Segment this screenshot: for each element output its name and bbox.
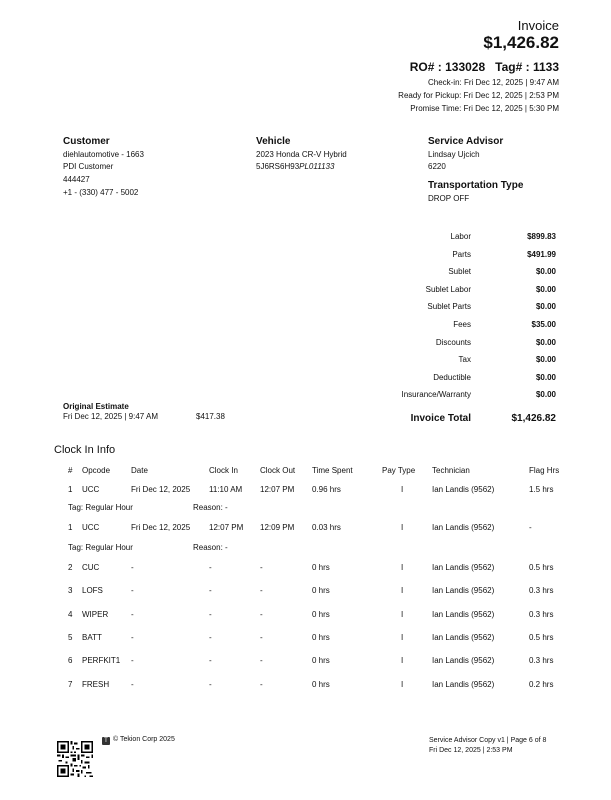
row-clock-out: - [260,610,263,619]
promise-time: Promise Time: Fri Dec 12, 2025 | 5:30 PM [410,104,559,113]
row-num: 2 [68,563,73,572]
total-row-sublet [380,267,558,285]
row-clock-out: 12:09 PM [260,523,295,532]
row-date: - [131,633,134,642]
row-clock-in: - [209,586,212,595]
row-date: Fri Dec 12, 2025 [131,523,191,532]
row-reason: Reason: - [193,543,228,552]
customer-phone: +1 - (330) 477 - 5002 [63,188,139,197]
row-opcode: UCC [82,485,100,494]
vehicle-heading: Vehicle [256,136,291,147]
total-label: Insurance/Warranty [401,390,471,400]
row-num: 1 [68,485,73,494]
footer-copyright: © Tekion Corp 2025 [113,736,175,743]
row-pay-type: I [401,610,404,619]
total-value: $0.00 [535,390,556,400]
total-value: $491.99 [527,249,556,259]
advisor-name: Lindsay Ujcich [428,150,480,159]
transport-type: DROP OFF [428,194,470,203]
row-date: - [131,610,134,619]
total-value: $0.00 [535,355,556,365]
row-date: - [131,656,134,665]
ro-number: RO# : 133028 [409,60,486,74]
total-label: Sublet Parts [427,302,471,312]
row-time-spent: 0 hrs [312,633,330,642]
vehicle-vin [256,161,347,173]
vin-suffix: PL011133 [299,162,335,171]
tag-number: Tag# : 1133 [495,60,559,74]
col-header-flag-hrs: Flag Hrs [529,466,560,475]
totals-summary [380,232,558,408]
clock-in-title: Clock In Info [54,444,116,456]
row-flag-hrs: 0.5 hrs [529,563,554,572]
document-title: Invoice [517,18,559,33]
row-num: 3 [68,586,73,595]
row-num: 6 [68,656,73,665]
row-pay-type: I [401,523,404,532]
row-tag: Tag: Regular Hour [68,543,133,552]
total-row-insurance [380,390,558,408]
row-clock-in: - [209,563,212,572]
total-row-tax [380,355,558,373]
row-clock-out: - [260,586,263,595]
row-technician: Ian Landis (9562) [432,586,495,595]
row-time-spent: 0 hrs [312,586,330,595]
total-value: $0.00 [535,302,556,312]
total-row-parts [380,250,558,268]
row-technician: Ian Landis (9562) [432,633,495,642]
row-flag-hrs: 0.3 hrs [529,610,554,619]
advisor-heading: Service Advisor [428,136,504,147]
customer-id: 444427 [63,175,90,184]
invoice-total-row [380,413,558,427]
total-value: $35.00 [531,319,556,329]
total-row-discounts [380,338,558,356]
row-technician: Ian Landis (9562) [432,610,495,619]
total-label: Deductible [433,372,471,382]
row-opcode: LOFS [82,586,103,595]
col-header-date: Date [131,466,148,475]
row-opcode: CUC [82,563,100,572]
row-time-spent: 0.03 hrs [312,523,341,532]
col-header-opcode: Opcode [82,466,111,475]
total-value: $0.00 [535,372,556,382]
total-value: $0.00 [535,337,556,347]
row-flag-hrs: 0.3 hrs [529,656,554,665]
row-num: 7 [68,680,73,689]
total-value: $0.00 [535,267,556,277]
row-technician: Ian Landis (9562) [432,656,495,665]
footer-copy-info: Service Advisor Copy v1 | Page 6 of 8 [429,737,547,744]
vin-prefix: 5J6RS6H93 [256,162,300,171]
row-opcode: PERFKIT1 [82,656,121,665]
total-label: Tax [458,355,471,365]
total-label: Sublet Labor [425,284,471,294]
vehicle-model: 2023 Honda CR-V Hybrid [256,150,347,159]
row-pay-type: I [401,485,404,494]
total-value: $0.00 [535,284,556,294]
original-estimate-label: Original Estimate [63,402,129,411]
col-header-clock-in: Clock In [209,466,238,475]
row-time-spent: 0.96 hrs [312,485,341,494]
row-clock-in: - [209,680,212,689]
total-value: $899.83 [527,232,556,241]
col-header-clock-out: Clock Out [260,466,296,475]
total-label: Labor [450,232,471,241]
row-pay-type: I [401,680,404,689]
row-time-spent: 0 hrs [312,563,330,572]
col-header-pay-type: Pay Type [382,466,416,475]
col-header-num: # [68,466,73,475]
total-row-sublet-parts [380,302,558,320]
customer-section [63,136,144,199]
row-pay-type: I [401,563,404,572]
customer-type: PDI Customer [63,162,114,171]
col-header-technician: Technician [432,466,470,475]
total-row-fees [380,320,558,338]
row-technician: Ian Landis (9562) [432,523,495,532]
row-pay-type: I [401,656,404,665]
row-flag-hrs: 0.3 hrs [529,586,554,595]
row-clock-out: 12:07 PM [260,485,295,494]
total-row-labor [380,232,558,250]
row-reason: Reason: - [193,503,228,512]
total-label: Discounts [435,337,471,347]
invoice-total-label: Invoice Total [410,413,471,424]
row-technician: Ian Landis (9562) [432,680,495,689]
qr-code-icon [57,741,93,777]
header-total-amount: $1,426.82 [483,33,559,52]
row-flag-hrs: 1.5 hrs [529,485,554,494]
ready-pickup-time: Ready for Pickup: Fri Dec 12, 2025 | 2:53 PM [398,91,559,100]
row-flag-hrs: 0.5 hrs [529,633,554,642]
row-clock-out: - [260,633,263,642]
row-opcode: UCC [82,523,100,532]
total-label: Sublet [448,267,471,277]
row-num: 1 [68,523,73,532]
col-header-time-spent: Time Spent [312,466,353,475]
total-label: Parts [452,249,471,259]
row-time-spent: 0 hrs [312,610,330,619]
row-time-spent: 0 hrs [312,656,330,665]
original-estimate-amount: $417.38 [196,412,225,421]
total-row-sublet-labor [380,285,558,303]
row-clock-out: - [260,656,263,665]
checkin-time: Check-in: Fri Dec 12, 2025 | 9:47 AM [427,78,559,87]
total-row-deductible [380,373,558,391]
row-tag: Tag: Regular Hour [68,503,133,512]
row-clock-in: 12:07 PM [209,523,244,532]
row-opcode: FRESH [82,680,110,689]
customer-heading: Customer [63,136,110,147]
row-clock-in: - [209,633,212,642]
original-estimate-date: Fri Dec 12, 2025 | 9:47 AM [63,412,159,421]
row-technician: Ian Landis (9562) [432,563,495,572]
row-clock-out: - [260,563,263,572]
footer-printed-time: Fri Dec 12, 2025 | 2:53 PM [429,747,513,754]
row-pay-type: I [401,633,404,642]
row-date: - [131,680,134,689]
advisor-id: 6220 [428,162,446,171]
total-label: Fees [453,319,471,329]
row-opcode: WIPER [82,610,109,619]
row-date: - [131,563,134,572]
row-date: Fri Dec 12, 2025 [131,485,191,494]
row-pay-type: I [401,586,404,595]
row-technician: Ian Landis (9562) [432,485,495,494]
row-clock-in: - [209,656,212,665]
row-flag-hrs: 0.2 hrs [529,680,554,689]
transport-heading: Transportation Type [428,180,524,191]
customer-name: diehlautomotive - 1663 [63,150,144,159]
tekion-logo-icon: T [102,737,110,745]
row-clock-out: - [260,680,263,689]
row-clock-in: 11:10 AM [209,485,243,494]
row-num: 5 [68,633,73,642]
row-time-spent: 0 hrs [312,680,330,689]
row-num: 4 [68,610,73,619]
row-date: - [131,586,134,595]
row-clock-in: - [209,610,212,619]
advisor-section [428,136,523,205]
vehicle-section [256,136,347,173]
row-flag-hrs: - [529,523,532,532]
row-opcode: BATT [82,633,102,642]
invoice-total-value: $1,426.82 [511,413,556,424]
ro-tag-line [410,60,559,74]
